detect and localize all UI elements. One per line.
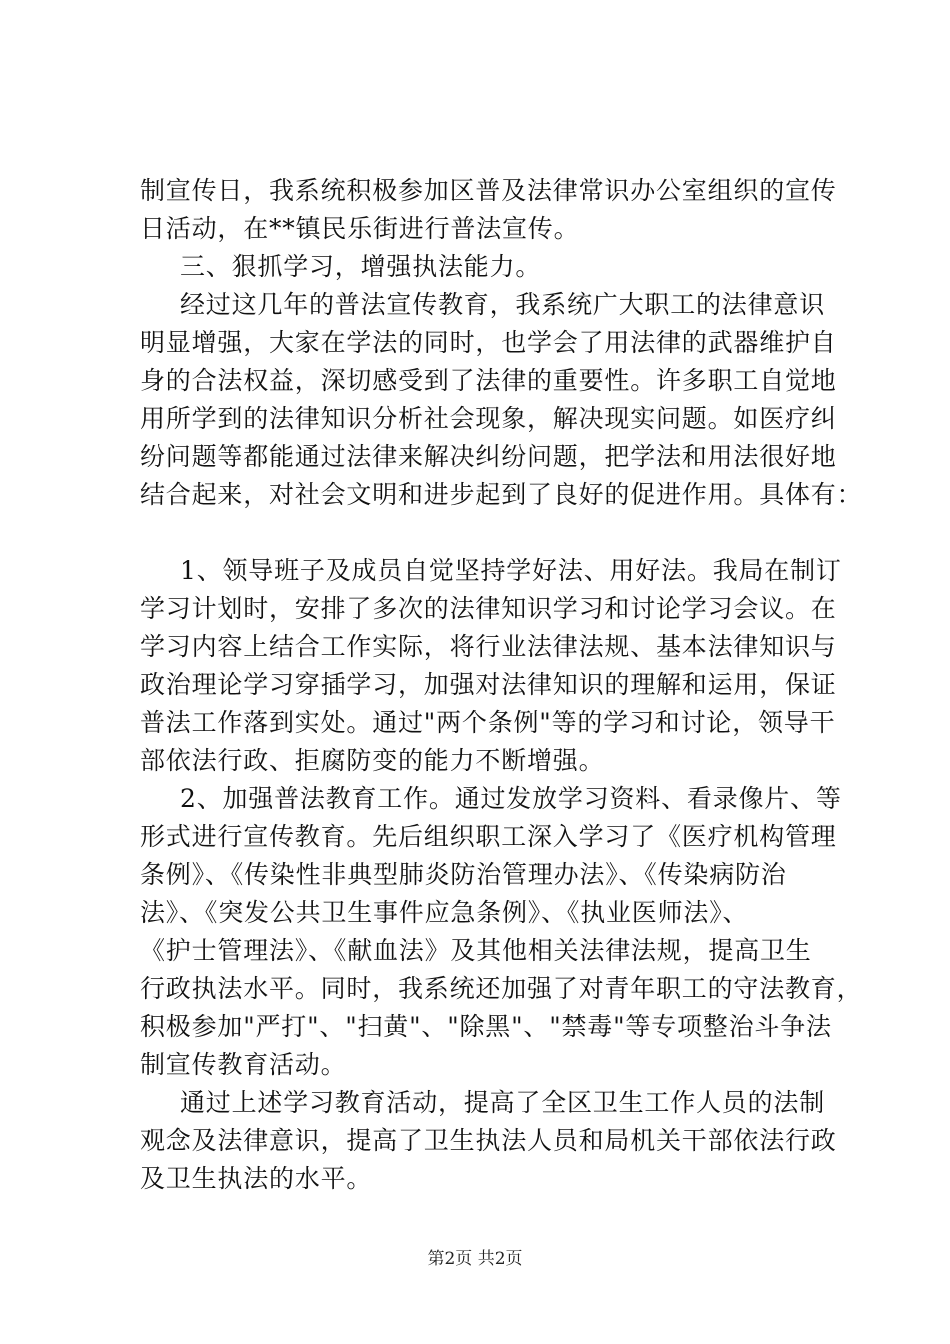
text-line: 观念及法律意识，提高了卫生执法人员和局机关干部依法行政 (140, 1126, 837, 1155)
page-footer (0, 1244, 950, 1269)
text-line: 普法工作落到实处。通过"两个条例"等的学习和讨论，领导干 (140, 708, 836, 737)
text-line: 形式进行宣传教育。先后组织职工深入学习了《医疗机构管理 (140, 822, 837, 851)
text-line: 学习计划时，安排了多次的法律知识学习和讨论学习会议。在 (140, 594, 837, 623)
text-line: 制宣传日，我系统积极参加区普及法律常识办公室组织的宣传 (140, 176, 837, 205)
text-line: 结合起来，对社会文明和进步起到了良好的促进作用。具体有： (140, 480, 863, 509)
text-line: 《护士管理法》、《献血法》及其他相关法律法规，提高卫生 (140, 936, 812, 965)
section-heading: 三、狠抓学习，增强执法能力。 (180, 252, 542, 281)
text-line: 纷问题等都能通过法律来解决纠纷问题，把学法和用法很好地 (140, 442, 837, 471)
paragraph-gap (140, 514, 840, 552)
text-line: 政治理论学习穿插学习，加强对法律知识的理解和运用，保证 (140, 670, 837, 699)
document-body (140, 172, 863, 1198)
text-line: 日活动，在**镇民乐街进行普法宣传。 (140, 214, 580, 243)
text-line: 通过上述学习教育活动，提高了全区卫生工作人员的法制 (180, 1088, 826, 1117)
text-line: 及卫生执法的水平。 (140, 1164, 373, 1193)
text-line: 1、领导班子及成员自觉坚持学好法、用好法。我局在制订 (180, 556, 842, 585)
text-line: 2、加强普法教育工作。通过发放学习资料、看录像片、等 (180, 784, 842, 813)
text-line: 行政执法水平。同时，我系统还加强了对青年职工的守法教育， (140, 974, 863, 1003)
text-line: 用所学到的法律知识分析社会现象，解决现实问题。如医疗纠 (140, 404, 837, 433)
text-line: 学习内容上结合工作实际，将行业法律法规、基本法律知识与 (140, 632, 837, 661)
page-number: 第2页 共2页 (427, 1249, 523, 1269)
text-line: 明显增强，大家在学法的同时，也学会了用法律的武器维护自 (140, 328, 837, 357)
text-line: 经过这几年的普法宣传教育，我系统广大职工的法律意识 (180, 290, 826, 319)
text-line: 部依法行政、拒腐防变的能力不断增强。 (140, 746, 605, 775)
text-line: 身的合法权益，深切感受到了法律的重要性。许多职工自觉地 (140, 366, 837, 395)
text-line: 制宣传教育活动。 (140, 1050, 347, 1079)
text-line: 积极参加"严打"、"扫黄"、"除黑"、"禁毒"等专项整治斗争法 (140, 1012, 832, 1041)
text-line: 法》、《突发公共卫生事件应急条例》、《执业医师法》、 (140, 898, 749, 927)
text-line: 条例》、《传染性非典型肺炎防治管理办法》、《传染病防治 (140, 860, 787, 889)
